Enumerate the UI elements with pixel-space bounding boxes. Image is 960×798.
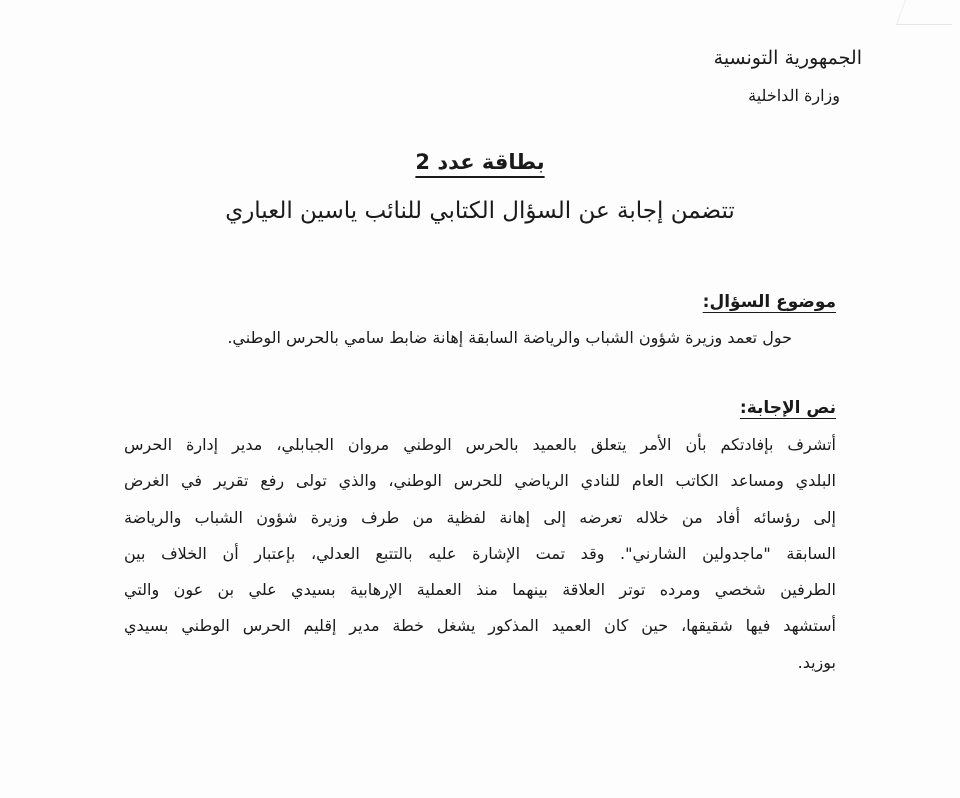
scan-corner-mark [896,0,960,25]
card-subtitle: تتضمن إجابة عن السؤال الكتابي للنائب ياسين العياري [225,198,735,224]
ministry-name: وزارة الداخلية [748,86,840,105]
subject-text: حول تعمد وزيرة شؤون الشباب والرياضة السابقة إهانة ضابط سامي بالحرس الوطني. [227,328,792,347]
answer-line: إلى رؤسائه أفاد من خلاله تعرضه إلى إهانة لفظية من طرف وزيرة شؤون الشباب والرياضة [124,507,836,527]
answer-line: الطرفين شخصي ومرده توتر العلاقة بينهما منذ العملية الإرهابية بسيدي علي بن عون والتي [124,580,836,600]
answer-line: البلدي ومساعد الكاتب العام للنادي الرياضي للحرس الوطني، والذي تولى رفع تقرير في الغرض [124,471,836,491]
answer-line: أستشهد فيها شقيقها، حين كان العميد المذكور يشغل خطة مدير إقليم الحرس الوطني بسيدي [124,616,836,636]
answer-body [124,427,836,681]
answer-line: بوزيد. [797,652,836,672]
letterhead [714,42,862,110]
card-title [0,150,960,174]
answer-label: نص الإجابة: [739,398,836,418]
subject-label: موضوع السؤال: [702,292,836,312]
country-name: الجمهورية التونسية [713,47,862,69]
answer-line: السابقة "ماجدولين الشارني". وقد تمت الإشارة عليه بالتتبع العدلي، بإعتبار أن الخلاف بين [124,543,836,563]
answer-line: أتشرف بإفادتكم بأن الأمر يتعلق بالعميد بالحرس الوطني مروان الجبابلي، مدير إدارة الحرس [124,435,836,454]
card-title-text: بطاقة عدد 2 [415,150,545,174]
